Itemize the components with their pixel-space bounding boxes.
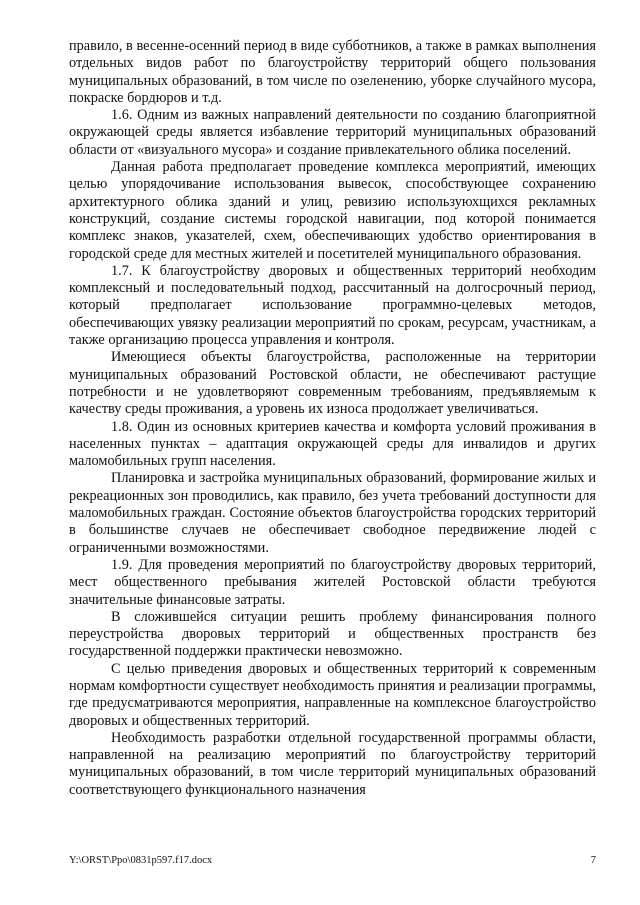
document-body [69, 38, 596, 799]
paragraph-1-8: 1.8. Один из основных критериев качества и комфорта условий проживания в населенных пунктах – адаптация окружающей среды для инвалидов и других маломобильных групп населения. [69, 418, 596, 470]
footer-file-path: Y:\ORST\Ppo\0831p597.f17.docx [69, 855, 213, 866]
footer-page-number: 7 [590, 855, 596, 866]
paragraph-1-7: 1.7. К благоустройству дворовых и общественных территорий необходим комплексный и последовательный подход, рассчитанный на долгосрочный период, который предполагает использование программно-целевых методов, обеспечивающих увязку реализации мероприятий по срокам, ресурсам, участникам, а также организацию процесса управления и контроля. [69, 262, 596, 349]
paragraph-program-necessity: Необходимость разработки отдельной государственной программы области, направленной на реализацию мероприятий по благоустройству территорий муниципальных образований, в том числе территорий муниципальных образований соответствующего функционального назначения [69, 729, 596, 798]
paragraph-continuation: правило, в весенне-осенний период в виде субботников, а также в рамках выполнения отдельных видов работ по благоустройству территорий общего пользования муниципальных образований, в том числе по озеленению, уборке случайного мусора, покраске бордюров и т.д. [69, 38, 596, 106]
paragraph-financing: В сложившейся ситуации решить проблему финансирования полного переустройства дворовых территорий и общественных пространств без государственной поддержки практически невозможно. [69, 608, 596, 660]
paragraph-existing-objects: Имеющиеся объекты благоустройства, расположенные на территории муниципальных образований Ростовской области, не обеспечивают растущие потребности и не удовлетворяют современным требованиям, предъявляемым к качеству среды проживания, а уровень их износа продолжает увеличиваться. [69, 349, 596, 418]
paragraph-planning: Планировка и застройка муниципальных образований, формирование жилых и рекреационных зон проводились, как правило, без учета требований доступности для маломобильных граждан. Состояние объектов благоустройства городских территорий в большинстве случаев не обеспечивает свободное передвижение людей с ограниченными возможностями. [69, 470, 596, 556]
paragraph-signage: Данная работа предполагает проведение комплекса мероприятий, имеющих целью упорядочивание использования вывесок, способствующее сохранению архитектурного облика зданий и улиц, ревизию используюхщихся рекламных конструкций, создание системы городской навигации, под которой понимается комплекс знаков, указателей, схем, обеспечивающих удобство ориентирования в городской среде для местных жителей и посетителей муниципального образования. [69, 159, 596, 262]
paragraph-1-9: 1.9. Для проведения мероприятий по благоустройству дворовых территорий, мест общественного пребывания жителей Ростовской области требуются значительные финансовые затраты. [69, 556, 596, 608]
paragraph-comfort-norms: С целью приведения дворовых и общественных территорий к современным нормам комфортности существует необходимость принятия и реализации программы, где предусматриваются мероприятия, направленные на комплексное благоустройство дворовых и общественных территорий. [69, 660, 596, 729]
paragraph-1-6: 1.6. Одним из важных направлений деятельности по созданию благоприятной окружающей среды является избавление территорий муниципальных образований области от «визуального мусора» и создание привлекательного облика поселений. [69, 107, 596, 158]
